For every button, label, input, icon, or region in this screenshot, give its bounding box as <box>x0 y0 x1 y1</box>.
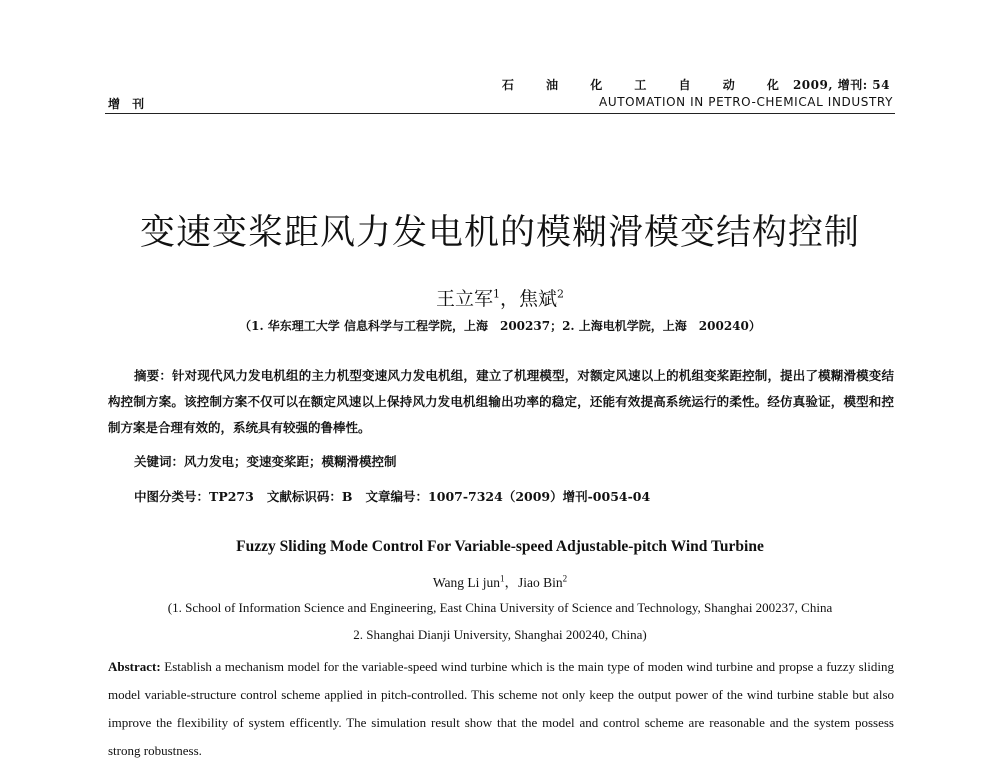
author-affil-mark: 2 <box>557 287 565 301</box>
keywords-cn <box>134 452 397 470</box>
keywords-label-cn: 关键词： <box>134 454 185 469</box>
abstract-cn <box>108 363 894 441</box>
journal-issue-cn: 2009, 增刊: 54 <box>792 78 890 92</box>
journal-header-cn <box>502 76 890 93</box>
abstract-label-en: Abstract: <box>108 659 161 674</box>
header-divider <box>105 113 895 114</box>
article-no-label: 文章编号： <box>365 489 429 504</box>
doc-code-value: B <box>341 489 353 504</box>
article-no-value: 1007-7324（2009）增刊-0054-04 <box>428 489 651 504</box>
journal-name-cn: 石 油 化 工 自 动 化 <box>501 78 793 92</box>
author-separator: ， <box>504 575 518 590</box>
paper-title-cn: 变速变桨距风力发电机的模糊滑模变结构控制 <box>139 213 860 253</box>
section-label: 增 刊 <box>108 97 149 111</box>
authors-cn <box>0 284 1000 311</box>
abstract-text-cn: 针对现代风力发电机组的主力机型变速风力发电机组，建立了机理模型，对额定风速以上的机组变桨距控制，提出了模糊滑模变结构控制方案。该控制方案不仅可以在额定风速以上保持风力发电机组输出功率的稳定，还能有效提高系统运行的柔性。经仿真验证，模型和控制方案是合理有效的，系统具有较强的鲁棒性。 <box>108 368 894 435</box>
author-name: 焦斌 <box>519 288 558 310</box>
affiliation-en-2: 2. Shanghai Dianji University, Shanghai 200240, China) <box>353 627 647 642</box>
paper-title-en: Fuzzy Sliding Mode Control For Variable-speed Adjustable-pitch Wind Turbine <box>236 538 764 555</box>
affiliation-en-1: (1. School of Information Science and Engineering, East China University of Science and Technology, Shanghai 200237, China <box>167 600 833 615</box>
author-name: Wang Li jun <box>432 575 500 590</box>
authors-en <box>0 571 1000 591</box>
clc-value: TP273 <box>209 489 254 504</box>
author-affil-mark: 1 <box>500 573 505 584</box>
abstract-en <box>108 653 894 765</box>
doc-code-label: 文献标识码： <box>266 489 342 504</box>
author-affil-mark: 1 <box>492 287 500 301</box>
journal-name-en: AUTOMATION IN PETRO-CHEMICAL INDUSTRY <box>599 95 893 109</box>
author-affil-mark: 2 <box>562 573 568 584</box>
abstract-text-en: Establish a mechanism model for the variable-speed wind turbine which is the main type of moden wind turbine and propse a fuzzy sliding model variable-structure control scheme applied in pitch-controlled. This scheme not only keep the output power of the wind turbine stable but also improve the flexibility of system efficently. The simulation result show that the model and control scheme are reasonable and the system possess strong robustness. <box>108 659 895 758</box>
affiliation-cn: （1. 华东理工大学 信息科学与工程学院，上海 200237；2. 上海电机学院，上海 200240） <box>239 319 761 333</box>
author-separator: ， <box>499 288 519 310</box>
abstract-label-cn: 摘要： <box>134 368 173 383</box>
keywords-text-cn: 风力发电；变速变桨距；模糊滑模控制 <box>184 454 397 469</box>
author-name: Jiao Bin <box>518 575 563 590</box>
classification-line <box>134 487 650 505</box>
clc-label: 中图分类号： <box>134 489 210 504</box>
author-name: 王立军 <box>435 288 493 310</box>
